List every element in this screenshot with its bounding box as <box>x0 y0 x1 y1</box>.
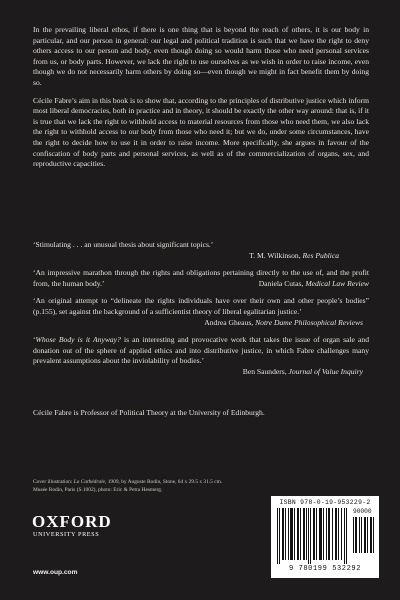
review-author: Ben Saunders, <box>242 366 287 376</box>
blurb-paragraph-2: Cécile Fabre’s aim in this book is to show that, according to the principles of distributive justice which inform most liberal democracies, both in practice and in theory, it should be exactly the other way around: that is, if it is true that we lack the right to withhold access to material resources from those who need them, we also lack the right to withhold access to our body from those who need it; but we do, under some circumstances, have the right to decide how to use it in order to raise income. More specifically, she argues in favour of the confiscation of body parts and personal services, as well as of the commercialization of organs, sex, and reproductive capacities. <box>33 95 369 169</box>
review-quote-text: ‘An impressive marathon through the rights and obligations pertaining directly to the use of, and the profit from, the human body.’ <box>33 268 369 288</box>
review-publication: Medical Law Review <box>305 278 369 288</box>
review-quote: ‘An original attempt to “delineate the rights individuals have over their own and other people’s bodies” (p.155), set against the background of a sufficientist theory of liberal egalitarian justice.’ <box>33 296 369 316</box>
review-list <box>33 240 369 385</box>
review-quote-text: is an interesting and provocative work that takes the issue of organ sale and donation out of the sphere of applied ethics and into distributive justice, in which Fabre challenges many prevalent assumptions about the inviolability of bodies.’ <box>33 335 369 366</box>
author-bio <box>33 408 369 426</box>
author-name: Cécile Fabre <box>33 408 72 417</box>
review-item <box>33 296 369 328</box>
review-source <box>33 367 369 378</box>
review-author: Andrea Gheaus, <box>204 317 254 327</box>
review-publication: Res Publica <box>302 250 339 260</box>
review-author: Daniela Cutas, <box>258 278 304 288</box>
review-quote: ‘Stimulating . . . an unusual thesis about significant topics.’ <box>33 240 214 249</box>
review-item <box>33 268 369 289</box>
barcode-panel <box>271 496 379 578</box>
review-source <box>33 318 369 329</box>
cover-credits <box>33 479 253 494</box>
author-bio-text: is Professor of Political Theory at the University of Edinburgh. <box>71 408 265 417</box>
publisher-subtitle: UNIVERSITY PRESS <box>33 531 100 538</box>
review-author: T. M. Wilkinson, <box>249 250 301 260</box>
credits-artwork-title: La Cathédrale <box>73 479 106 485</box>
credits-prefix: Cover illustration: <box>33 479 74 485</box>
blurb-intro <box>33 25 369 177</box>
ean-barcode <box>275 508 349 564</box>
review-source <box>33 251 369 262</box>
review-item <box>33 335 369 377</box>
review-item <box>33 240 369 261</box>
review-quote-title: Whose Body is it Anyway? <box>35 335 121 345</box>
isbn-label: ISBN 978-0-19-953229-2 <box>279 499 371 506</box>
credits-line-2: Musée Rodin, Paris (S.1002), photo: Eric & Petra Hesmerg. <box>33 486 163 493</box>
blurb-paragraph-1: In the prevailing liberal ethos, if there is one thing that is beyond the reach of others, it is our body in particular, and our person in general: our legal and political tradition is such that we have the right to deny others access to our person and body, even though doing so would harm those who need personal services from us, or body parts. However, we lack the right to use ourselves as we wish in order to raise income, even though we do not necessarily harm others by doing so—even though we might in fact benefit them by doing so. <box>33 25 369 87</box>
review-publication: Journal of Value Inquiry <box>288 366 363 376</box>
review-publication: Notre Dame Philosophical Reviews <box>255 317 363 327</box>
review-source <box>259 279 369 290</box>
credits-line-1 <box>33 479 253 487</box>
price-code: 90000 <box>353 508 372 515</box>
publisher-name: OXFORD <box>32 512 112 531</box>
review-quote <box>33 268 369 289</box>
credits-details: , 1909, by Auguste Rodin, Stone, 64 x 29.5 x 31.5 cm. <box>105 479 223 485</box>
price-barcode <box>353 517 375 553</box>
review-quote: ‘Whose Body is it Anyway? is an interesting and provocative work that takes the issue of organ sale and donation out of the sphere of applied ethics and into distributive justice, in which Fabre challenges many prevalent assumptions about the inviolability of bodies.’ <box>33 335 369 366</box>
barcode-digits: 9 780199 532292 <box>288 565 361 573</box>
publisher-logo <box>32 513 112 539</box>
publisher-url: www.oup.com <box>33 569 78 576</box>
